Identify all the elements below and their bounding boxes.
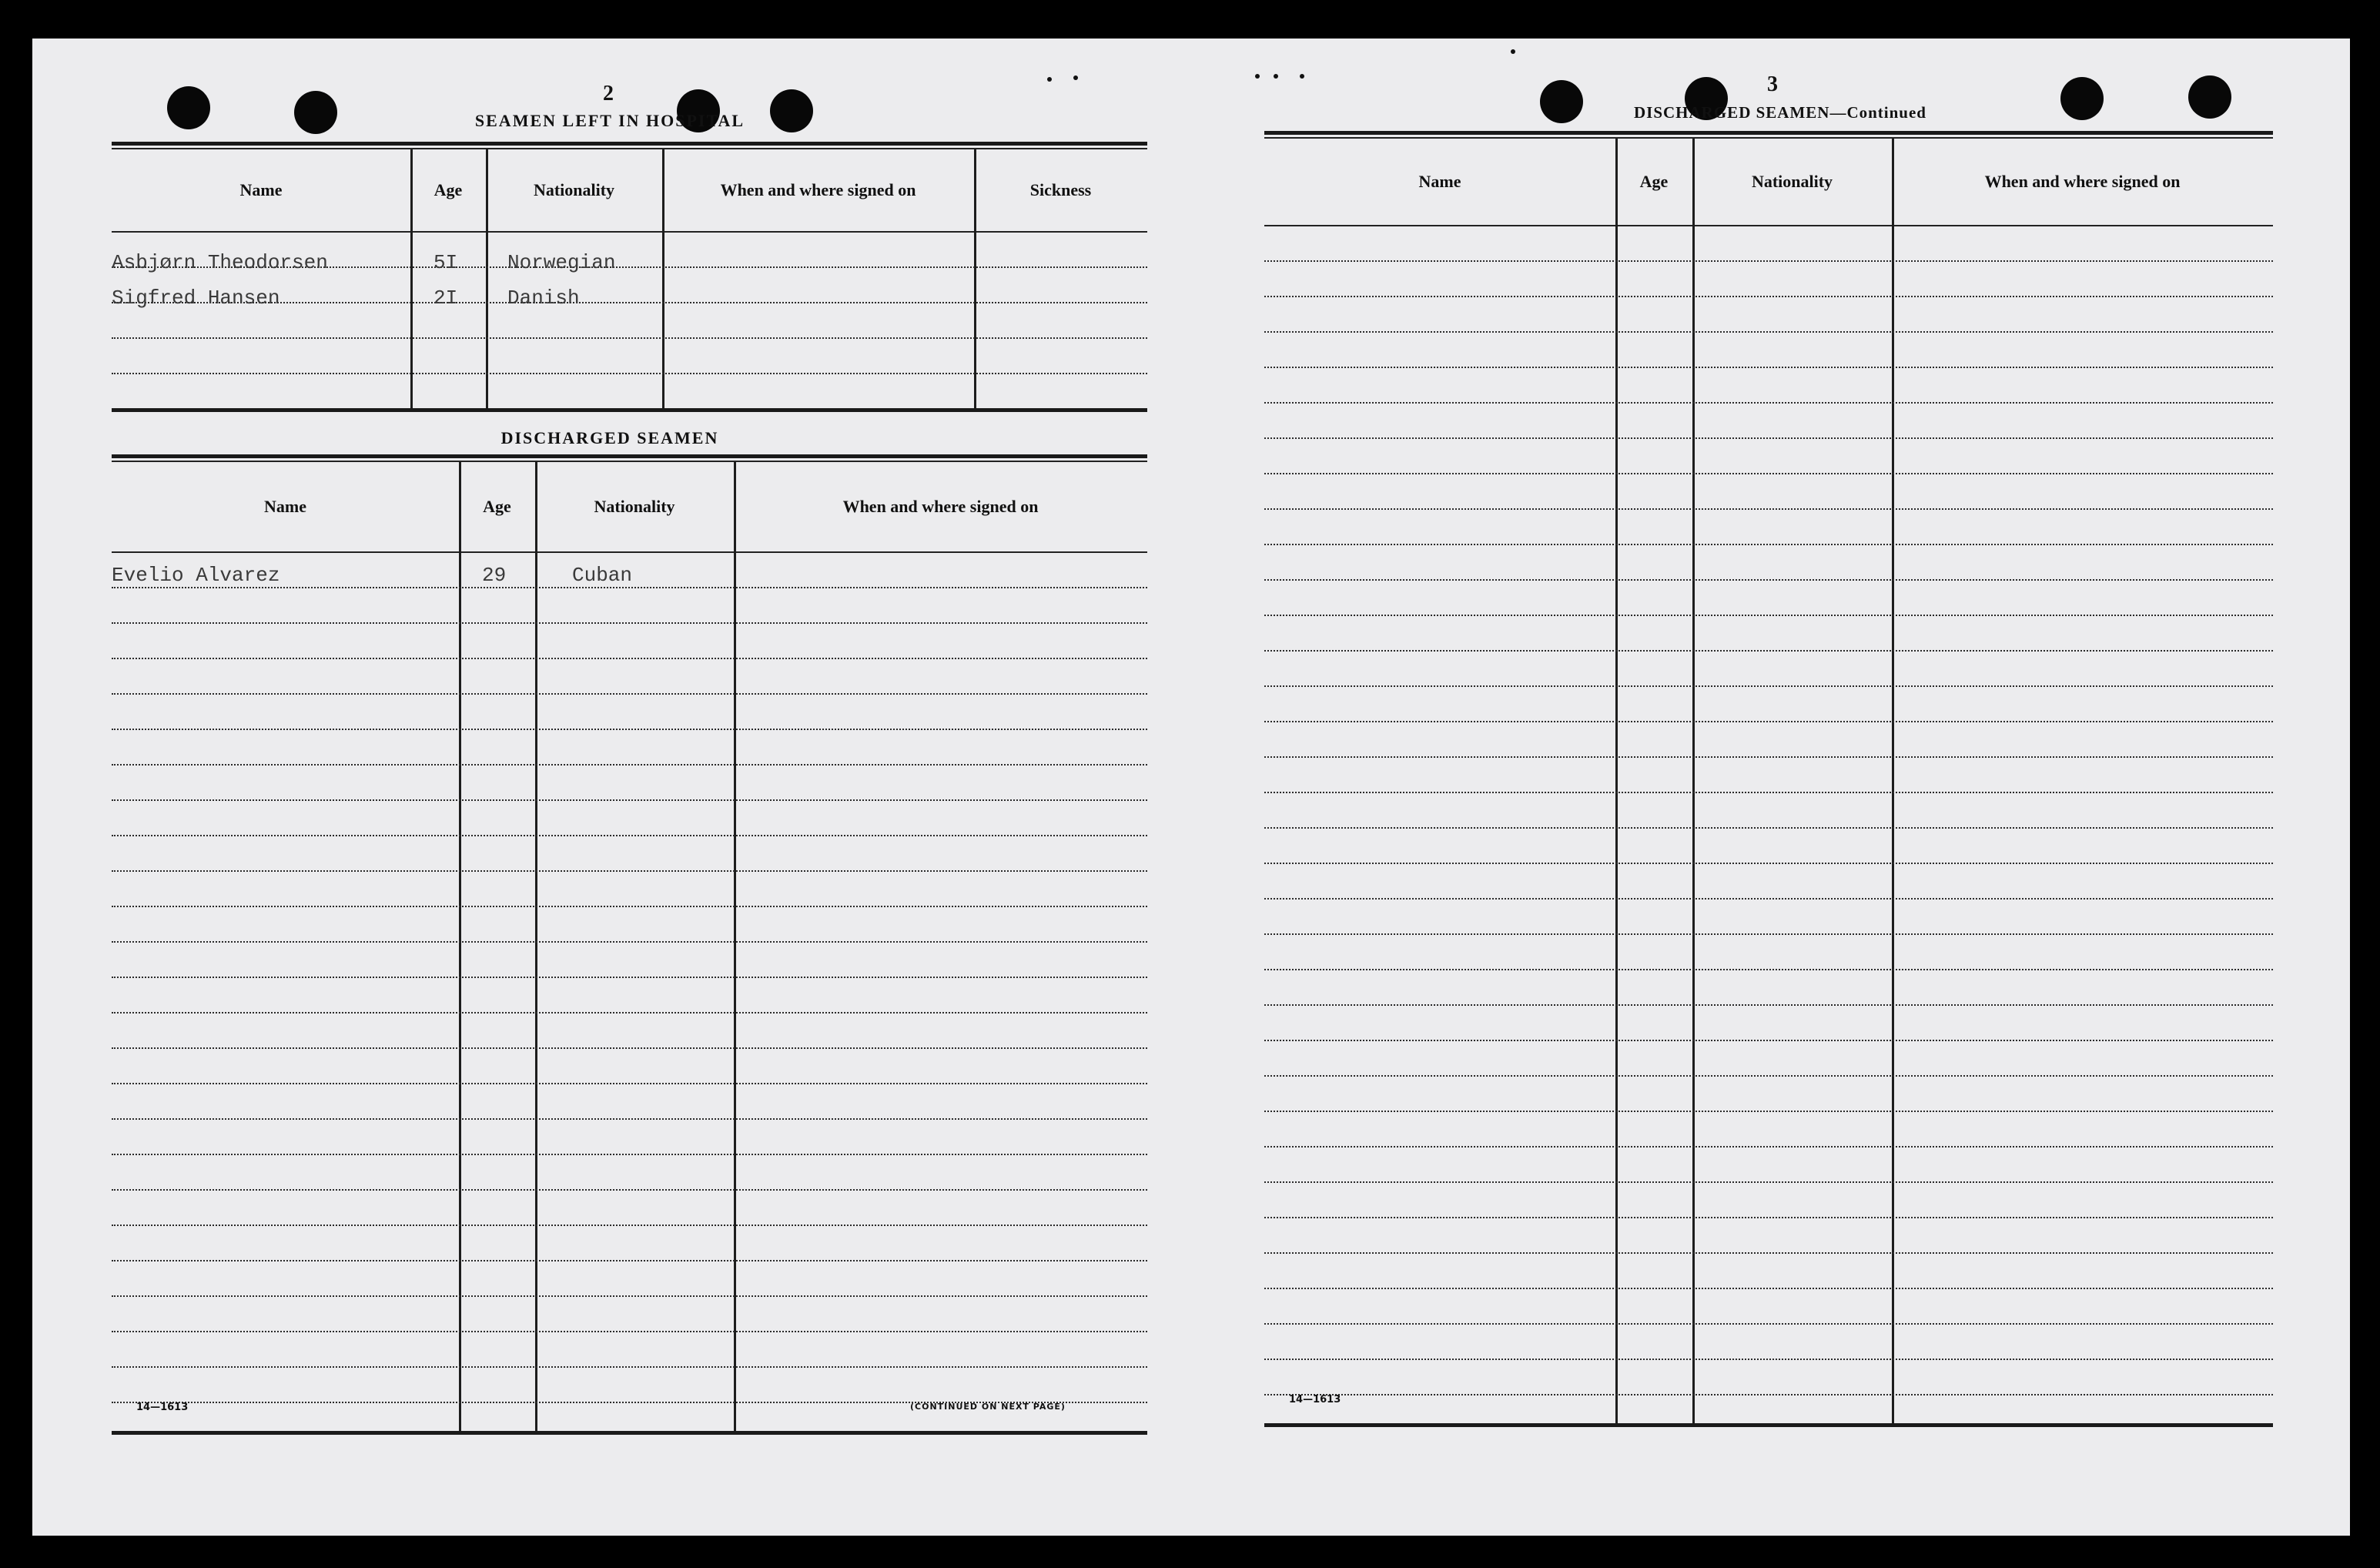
row-line	[1264, 508, 2273, 510]
row-line	[112, 622, 1147, 624]
form-number: 14—1613	[136, 1402, 189, 1413]
column-divider	[535, 462, 537, 1434]
row-line	[112, 941, 1147, 943]
column-header: Age	[433, 180, 463, 199]
column-header: Nationality	[533, 180, 615, 199]
row-line	[112, 729, 1147, 730]
column-divider	[662, 149, 664, 411]
header-rule	[1264, 225, 2273, 226]
row-line	[1264, 1217, 2273, 1218]
page-number: 3	[1767, 72, 1778, 96]
row-line	[1264, 1323, 2273, 1325]
entry-nationality: Norwegian	[507, 251, 616, 274]
table-top-rule	[1264, 131, 2273, 135]
table-bottom-rule	[112, 408, 1147, 412]
document-sheet	[32, 39, 2350, 1536]
row-line	[112, 977, 1147, 978]
row-line	[1264, 579, 2273, 581]
row-line	[112, 1225, 1147, 1226]
hospital-section-title: SEAMEN LEFT IN HOSPITAL	[474, 111, 745, 130]
row-line	[112, 1012, 1147, 1014]
row-line	[112, 870, 1147, 872]
row-line	[1264, 331, 2273, 333]
row-line	[1264, 402, 2273, 404]
column-divider	[459, 462, 461, 1434]
row-line	[1264, 1359, 2273, 1360]
form-number: 14—1613	[1289, 1394, 1341, 1406]
column-header: When and where signed on	[720, 180, 916, 199]
row-line	[112, 1118, 1147, 1120]
row-line	[112, 1366, 1147, 1368]
column-header: When and where signed on	[842, 497, 1039, 516]
discharged-section-title: DISCHARGED SEAMEN	[500, 428, 719, 447]
row-line	[112, 587, 1147, 588]
entry-name: Evelio Alvarez	[112, 564, 280, 587]
row-line	[112, 906, 1147, 907]
row-line	[112, 337, 1147, 339]
continued-footnote: (CONTINUED ON NEXT PAGE)	[910, 1402, 1066, 1412]
row-line	[112, 373, 1147, 374]
row-line	[1264, 1111, 2273, 1112]
row-line	[1264, 1146, 2273, 1148]
column-divider	[734, 462, 736, 1434]
entry-name: Sigfred Hansen	[112, 286, 280, 310]
row-line	[1264, 1288, 2273, 1289]
discharged-continued-table	[1264, 131, 2273, 1426]
row-line	[1264, 792, 2273, 793]
row-line	[112, 1154, 1147, 1155]
table-bottom-rule	[112, 1431, 1147, 1435]
row-line	[112, 835, 1147, 836]
row-line	[112, 799, 1147, 801]
column-divider	[974, 149, 976, 411]
row-line	[1264, 473, 2273, 474]
row-line	[112, 658, 1147, 659]
row-line	[112, 1331, 1147, 1332]
entry-age: 5I	[433, 251, 458, 274]
row-line	[1264, 721, 2273, 722]
row-line	[1264, 898, 2273, 900]
row-line	[112, 693, 1147, 695]
row-line	[1264, 933, 2273, 935]
right-page	[1234, 39, 2350, 1536]
column-header: Name	[264, 497, 306, 516]
entry-nationality: Cuban	[572, 564, 633, 587]
column-header: Nationality	[594, 497, 675, 516]
column-header: Sickness	[1029, 180, 1092, 199]
column-header: Name	[1418, 172, 1461, 191]
row-line	[1264, 367, 2273, 368]
row-line	[112, 1047, 1147, 1049]
row-line	[1264, 969, 2273, 970]
entry-nationality: Danish	[507, 286, 580, 310]
row-line	[1264, 437, 2273, 439]
table-top-rule	[112, 454, 1147, 458]
left-page	[32, 39, 1172, 1536]
page-number: 2	[603, 82, 614, 106]
row-line	[1264, 685, 2273, 687]
column-header: Name	[239, 180, 283, 199]
column-header: Age	[483, 497, 511, 516]
row-line	[1264, 650, 2273, 652]
row-line	[112, 1189, 1147, 1191]
column-header: Nationality	[1751, 172, 1833, 191]
row-line	[112, 1295, 1147, 1297]
row-line	[1264, 615, 2273, 616]
discharged-continued-title: DISCHARGED SEAMEN—Continued	[1634, 103, 1926, 122]
row-line	[1264, 1252, 2273, 1254]
column-header: When and where signed on	[1984, 172, 2181, 191]
entry-age: 2I	[433, 286, 458, 310]
header-rule	[112, 231, 1147, 233]
table-bottom-rule	[1264, 1423, 2273, 1427]
row-line	[1264, 827, 2273, 829]
row-line	[1264, 863, 2273, 864]
row-line	[1264, 1181, 2273, 1183]
row-line	[1264, 1394, 2273, 1395]
column-divider	[486, 149, 488, 411]
row-line	[1264, 1075, 2273, 1077]
header-rule	[112, 551, 1147, 553]
row-line	[1264, 296, 2273, 297]
hospital-table	[112, 142, 1147, 411]
row-line	[112, 764, 1147, 766]
row-line	[112, 1083, 1147, 1084]
table-top-rule	[112, 142, 1147, 146]
row-line	[1264, 544, 2273, 545]
row-line	[1264, 260, 2273, 262]
discharged-table	[112, 454, 1147, 1434]
entry-age: 29	[482, 564, 507, 587]
entry-name: Asbjørn Theodorsen	[112, 251, 328, 274]
column-divider	[410, 149, 413, 411]
row-line	[1264, 1004, 2273, 1006]
row-line	[1264, 1040, 2273, 1041]
row-line	[1264, 756, 2273, 758]
column-header: Age	[1639, 172, 1669, 191]
row-line	[112, 1260, 1147, 1261]
